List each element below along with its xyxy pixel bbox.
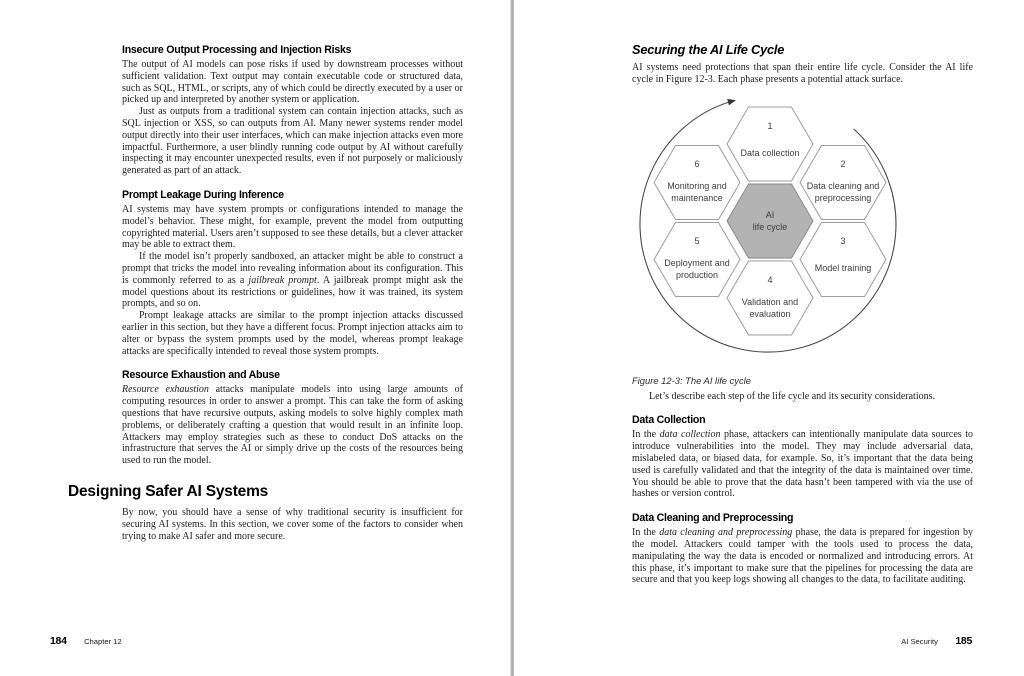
text-segment: In the: [632, 429, 660, 441]
hexagon-number: 1: [767, 120, 773, 131]
hexagon-label: Validation and: [741, 296, 799, 307]
text-segment: attacks manipulate models into using large amounts of computing resources in order to answer a prompt. This can take the form of asking questions that have recursive outputs, asking models to solve highly complex math problems, or deliberately crafting a question that would result in an infinite loop. Attackers may employ strategies such as these to conduct DoS attacks on the infrastructure that serves the AI or simply drive up the costs of the resources being used to run the model.: [122, 384, 463, 467]
paragraph-output-risks-2: Just as outputs from a traditional system can contain injection attacks, such as SQL injection or XSS, so can outputs from AI. Many newer systems render model output directly into their user interfaces, which can make injection attacks even more impactful. Furthermore, a user blindly running code output by AI without carefully inspecting it may encounter unexpected results, even if not purposely or maliciously generated as part of an attack.: [122, 106, 463, 177]
running-footer-chapter: Chapter 12: [84, 637, 122, 646]
hexagon-label: production: [675, 269, 719, 280]
hexagon-label: Data collection: [740, 147, 800, 158]
section-heading-prompt-leakage: Prompt Leakage During Inference: [122, 188, 284, 201]
paragraph-lifecycle-intro: AI systems need protections that span their entire life cycle. Consider the AI life cycle in Figure 12-3. Each phase presents a potential attack surface.: [632, 62, 973, 85]
text-segment: . A jailbreak prompt might ask the model questions about its restrictions or guidelines, how it was trained, its system prompts, and so on.: [122, 274, 463, 310]
hexagon-number: 3: [840, 235, 846, 246]
section-heading-data-collection: Data Collection: [632, 414, 706, 427]
text-segment: In the: [632, 527, 660, 539]
italic-term-resource-exhaustion: Resource exhaustion: [122, 384, 209, 396]
hexagon-label: evaluation: [749, 308, 791, 319]
paragraph-describe-steps: Let’s describe each step of the life cycle and its security considerations.: [649, 390, 936, 402]
paragraph-designing-safer-ai: By now, you should have a sense of why traditional security is insufficient for securing AI systems. In this section, we cover some of the factors to consider when trying to make AI safer and more secure.: [122, 506, 463, 542]
hexagon-label: life cycle: [752, 221, 788, 232]
hexagon-label: Data cleaning and: [806, 180, 880, 191]
hexagon-label: maintenance: [671, 192, 723, 203]
page-number-right: 185: [955, 635, 972, 647]
section-heading-resource-exhaustion: Resource Exhaustion and Abuse: [122, 369, 280, 382]
hexagon-node-3-model-training: [800, 222, 886, 296]
hexagon-number: 4: [767, 274, 773, 285]
paragraph-resource-exhaustion: [122, 384, 463, 467]
hexagon-label: AI: [765, 209, 775, 220]
hexagon-number: 2: [840, 158, 846, 169]
italic-term-data-collection: data collection: [659, 429, 721, 441]
hexagon-number: 6: [694, 158, 700, 169]
section-heading-insecure-output-processing: Insecure Output Processing and Injection Risks: [122, 44, 352, 56]
paragraph-prompt-leakage-3: Prompt leakage attacks are similar to the prompt injection attacks discussed earlier in this section, but they have a different focus. Prompt injection attacks aim to alter or bypass the system prompts used by the model, whereas prompt leakage attacks are specifically intended to reveal those system prompts.: [122, 310, 463, 357]
text-segment: phase, the data is prepared for ingestion by the model. Attackers could tamper with the tools used to process the data, manipulating the way the data is encoded or normalized and introducing errors. At this phase, it’s important to make sure that the pipelines for processing the data are secure and that you keep logs showing all changes to the data, to facilitate auditing.: [632, 527, 974, 586]
page-gutter-divider: [510, 0, 514, 676]
text-segment: If the model isn’t properly sandboxed, an attacker might be able to construct a prompt that tricks the model into revealing information about its configuration. This is commonly referred to as a: [122, 251, 463, 286]
paragraph-data-cleaning: [632, 527, 973, 586]
italic-term-jailbreak-prompt: jailbreak prompt: [248, 274, 317, 286]
hexagon-label: Model training: [814, 262, 872, 273]
section-heading-securing-life-cycle: Securing the AI Life Cycle: [632, 42, 785, 57]
hexagon-label: Deployment and: [664, 257, 730, 268]
hexagon-node-2-data-cleaning: [800, 145, 886, 219]
paragraph-output-risks-1: The output of AI models can pose risks if used by downstream processes without sufficient validation. Text output may contain executable code or structured data, such as SQL, HTML, or scripts, any of which could be directly executed by a user or picked up and interpreted by another system or application.: [122, 59, 463, 106]
hexagon-label: preprocessing: [814, 192, 872, 203]
page-right-footer: [901, 631, 972, 649]
hexagon-node-4-validation: [727, 261, 813, 335]
ai-life-cycle-diagram: [618, 90, 918, 368]
section-heading-data-cleaning: Data Cleaning and Preprocessing: [632, 512, 794, 525]
running-footer-title: AI Security: [901, 637, 938, 646]
hexagon-node-6-monitoring: [654, 145, 740, 219]
page-number-left: 184: [50, 635, 67, 647]
figure-caption: Figure 12-3: The AI life cycle: [632, 374, 751, 386]
hexagon-center-ai-life-cycle: [727, 184, 813, 258]
page-left-content: [68, 44, 463, 542]
page-right-content: [632, 42, 973, 586]
hexagon-number: 5: [694, 235, 700, 246]
hexagon-node-5-deployment: [654, 222, 740, 296]
text-segment: phase, attackers can intentionally manipulate data sources to introduce vulnerabilities into the model. They may include adversarial data, mislabeled data, or biased data, for example. So, it’s important that the data being used is carefully validated and that the integrity of the data is maintained over time. You should be able to prove that the data hasn’t been tampered with via the use of hashes or version control.: [632, 429, 974, 500]
paragraph-prompt-leakage-1: AI systems may have system prompts or configurations intended to manage the model’s behavior. These might, for example, prevent the model from outputting copyrighted material. Users aren’t supposed to see these details, but a clever attacker may be able to extract them.: [122, 203, 463, 251]
italic-term-data-cleaning: data cleaning and preprocessing: [659, 527, 793, 539]
paragraph-prompt-leakage-2: [122, 251, 463, 310]
chapter-section-heading-designing-safer-ai: Designing Safer AI Systems: [68, 482, 269, 500]
paragraph-data-collection: [632, 429, 973, 500]
hexagon-node-1-data-collection: [727, 107, 813, 181]
page-left-footer: [50, 631, 122, 649]
hexagon-label: Monitoring and: [667, 180, 727, 191]
